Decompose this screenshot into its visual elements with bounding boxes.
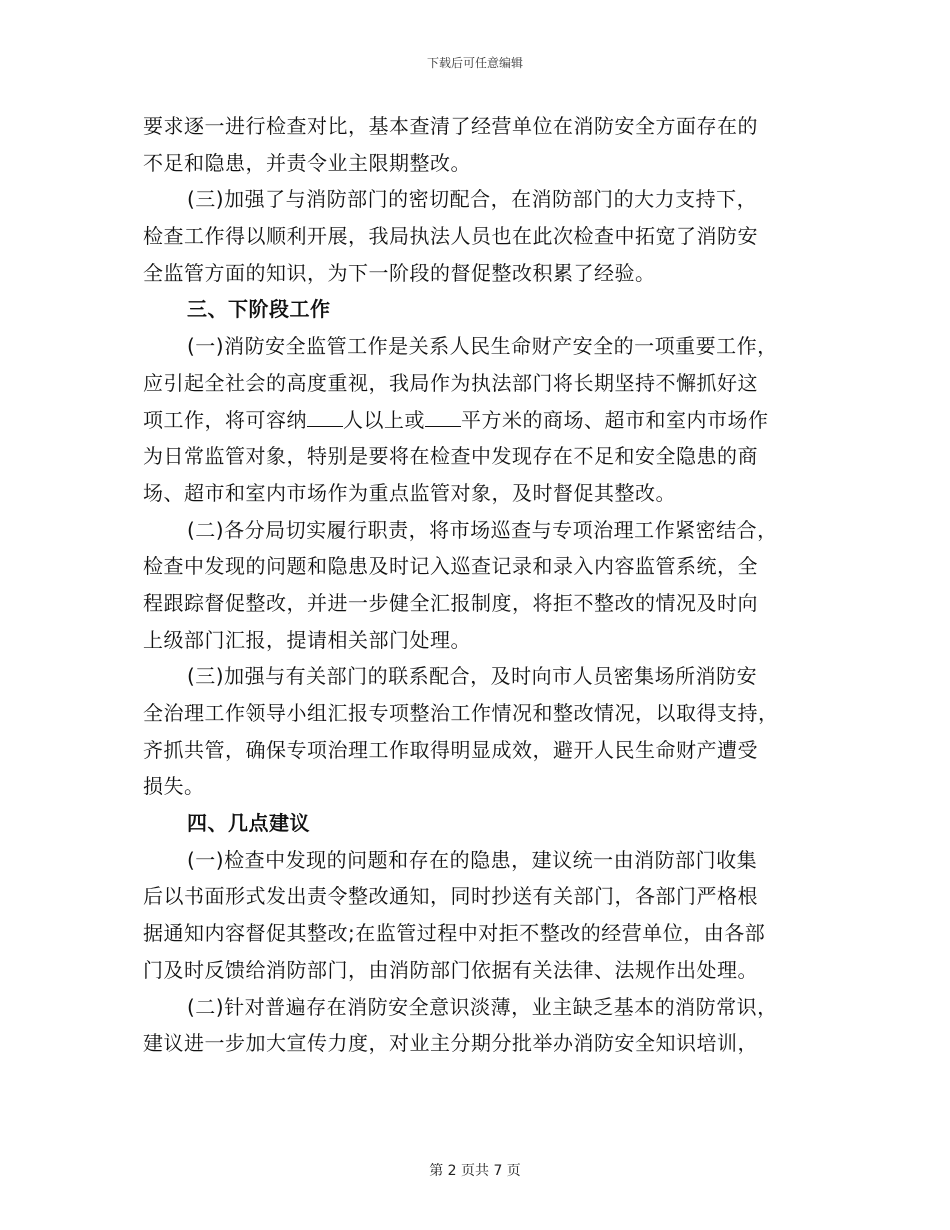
- paragraph: [143, 108, 808, 181]
- document-body: [143, 108, 808, 1062]
- text-line: 据通知内容督促其整改;在监管过程中对拒不整改的经营单位，由各部: [143, 921, 766, 946]
- text-line: 要求逐一进行检查对比，基本查清了经营单位在消防安全方面存在的: [143, 114, 758, 138]
- paragraph: [143, 658, 808, 805]
- text-line: 建议进一步加大宣传力度，对业主分期分批举办消防安全知识培训，: [143, 1031, 758, 1056]
- text-line: 齐抓共管，确保专项治理工作取得明显成效，避开人民生命财产遭受: [143, 737, 758, 762]
- text-line: 检查工作得以顺利开展，我局执法人员也在此次检查中拓宽了消防安: [143, 224, 758, 249]
- paragraph: [143, 328, 808, 511]
- text-line: 后以书面形式发出责令整改通知，同时抄送有关部门，各部门严格根: [143, 884, 758, 909]
- text-segment: 平方米的商场、超市和室内市场作: [461, 407, 769, 432]
- text-line: 应引起全社会的高度重视，我局作为执法部门将长期坚持不懈抓好这: [143, 370, 758, 395]
- fill-in-blank: [425, 408, 461, 427]
- paragraph: [143, 512, 808, 659]
- section-heading: 四、几点建议: [187, 811, 310, 836]
- page-number: 第 2 页共 7 页: [429, 1163, 521, 1179]
- text-line: (一)检查中发现的问题和存在的隐患，建议统一由消防部门收集: [187, 847, 758, 872]
- text-line: 全治理工作领导小组汇报专项整治工作情况和整改情况，以取得支持，: [143, 701, 779, 725]
- text-line: (二)针对普遍存在消防安全意识淡薄，业主缺乏基本的消防常识，: [187, 994, 778, 1019]
- section-heading: 三、下阶段工作: [187, 297, 331, 322]
- text-line: 门及时反馈给消防部门，由消防部门依据有关法律、法规作出处理。: [143, 957, 758, 982]
- text-line: (二)各分局切实履行职责，将市场巡查与专项治理工作紧密结合，: [187, 517, 778, 542]
- text-line: [143, 402, 808, 439]
- text-segment: 项工作，将可容纳: [143, 407, 307, 432]
- paragraph: [143, 989, 808, 1062]
- text-line: (一)消防安全监管工作是关系人民生命财产安全的一项重要工作，: [187, 334, 778, 359]
- text-line: (三)加强与有关部门的联系配合，及时向市人员密集场所消防安: [187, 664, 758, 689]
- text-line: 不足和隐患，并责令业主限期整改。: [143, 150, 471, 175]
- fill-in-blank: [307, 408, 343, 427]
- text-line: 程跟踪督促整改，并进一步健全汇报制度，将拒不整改的情况及时向: [143, 590, 758, 615]
- paragraph: [143, 842, 808, 989]
- page-header-note: 下载后可任意编辑: [426, 56, 523, 70]
- text-line: 全监管方面的知识，为下一阶段的督促整改积累了经验。: [143, 260, 656, 285]
- text-line: (三)加强了与消防部门的密切配合，在消防部门的大力支持下，: [187, 187, 758, 212]
- text-line: 为日常监管对象，特别是要将在检查中发现存在不足和安全隐患的商: [143, 444, 758, 469]
- text-line: 检查中发现的问题和隐患及时记入巡查记录和录入内容监管系统，全: [143, 554, 758, 579]
- text-line: 损失。: [143, 774, 205, 799]
- text-segment: 人以上或: [343, 407, 425, 432]
- text-line: 上级部门汇报，提请相关部门处理。: [143, 627, 471, 652]
- text-line: 场、超市和室内市场作为重点监管对象，及时督促其整改。: [143, 480, 676, 505]
- paragraph: [143, 181, 808, 291]
